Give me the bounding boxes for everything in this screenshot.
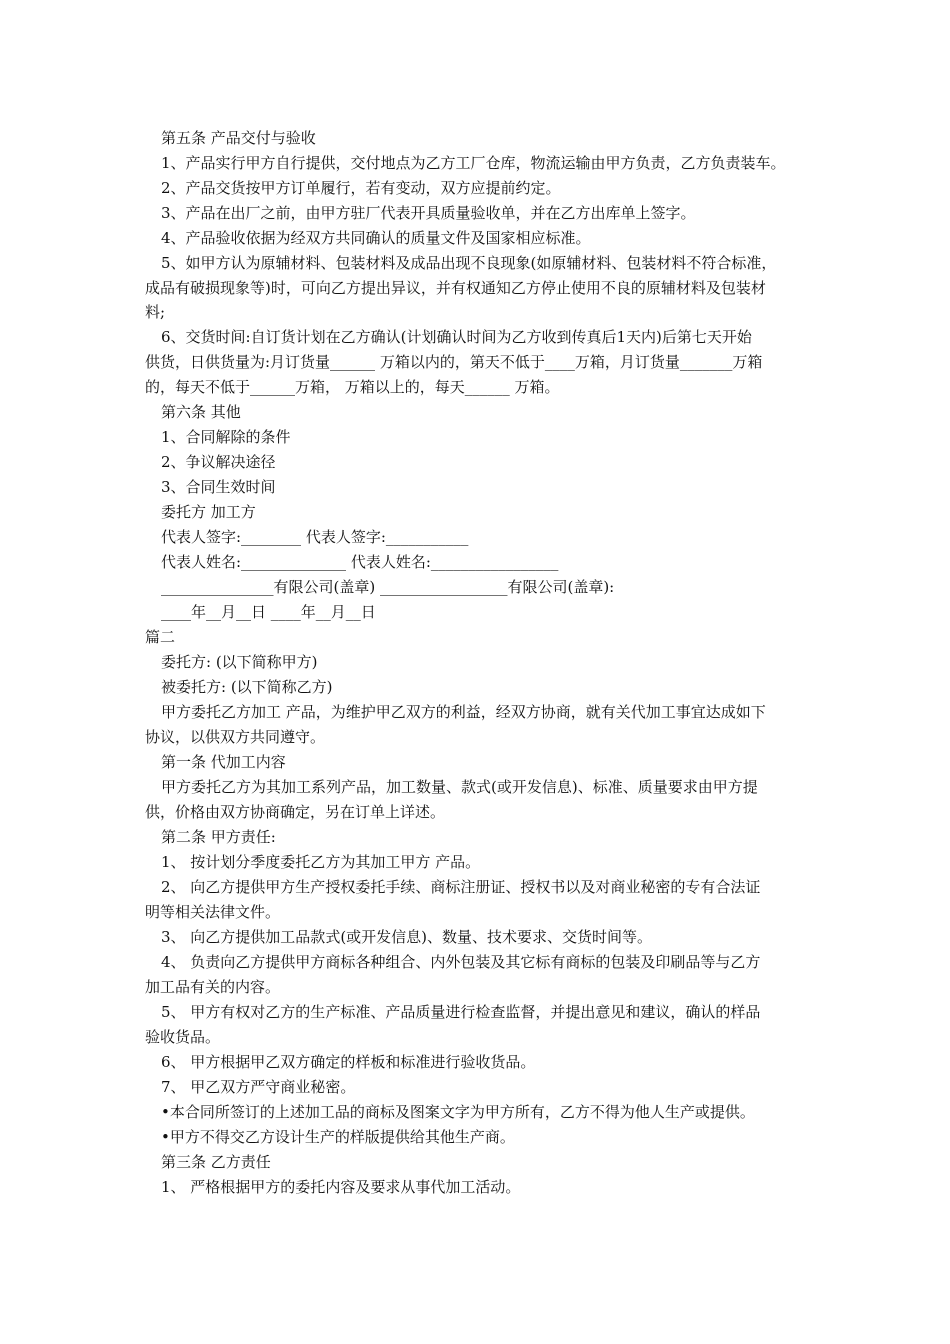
text-line: 甲方委托乙方加工 产品，为维护甲乙双方的利益，经双方协商，就有关代加工事宜达成如下 [161, 703, 766, 721]
text-line: 7、 甲乙双方严守商业秘密。 [161, 1078, 356, 1096]
text-line: 1、 按计划分季度委托乙方为其加工甲方 产品。 [161, 853, 481, 871]
signature-line: 代表人签字:________ 代表人签字:___________ [161, 528, 469, 546]
text-line: 2、争议解决途径 [161, 453, 276, 471]
text-line: 6、交货时间:自订货计划在乙方确认(计划确认时间为乙方收到传真后1天内)后第七天开始 [161, 328, 752, 346]
date-line: ____年__月__日 ____年__月__日 [161, 603, 376, 621]
text-line: 供货，日供货量为:月订货量______ 万箱以内的，第天不低于____万箱，月订货量_______万箱 [145, 353, 763, 371]
text-line: 1、产品实行甲方自行提供，交付地点为乙方工厂仓库，物流运输由甲方负责，乙方负责装车。 [161, 154, 786, 172]
text-line: 成品有破损现象等)时，可向乙方提出异议，并有权通知乙方停止使用不良的原辅材料及包装材 [145, 279, 766, 297]
text-line: 3、合同生效时间 [161, 478, 276, 496]
text-line: 料; [145, 303, 166, 321]
text-line: 5、如甲方认为原辅材料、包装材料及成品出现不良现象(如原辅材料、包装材料不符合标准， [161, 254, 777, 272]
bullet-line: •甲方不得交乙方设计生产的样版提供给其他生产商。 [161, 1128, 515, 1146]
text-line: 协议，以供双方共同遵守。 [145, 728, 326, 746]
text-line: 被委托方: (以下简称乙方) [161, 678, 333, 696]
text-line: 5、 甲方有权对乙方的生产标准、产品质量进行检查监督，并提出意见和建议，确认的样品 [161, 1003, 761, 1021]
signature-line: 代表人姓名:______________ 代表人姓名:_________________ [161, 553, 559, 571]
text-line: 6、 甲方根据甲乙双方确定的样板和标准进行验收货品。 [161, 1053, 536, 1071]
text-line: 4、 负责向乙方提供甲方商标各种组合、内外包装及其它标有商标的包装及印刷品等与乙方 [161, 953, 761, 971]
text-line: 验收货品。 [145, 1028, 221, 1046]
clause-heading-1: 第一条 代加工内容 [161, 753, 286, 771]
clause-heading-6: 第六条 其他 [161, 403, 241, 421]
text-line: 3、产品在出厂之前，由甲方驻厂代表开具质量验收单，并在乙方出库单上签字。 [161, 204, 696, 222]
text-line: 1、合同解除的条件 [161, 428, 291, 446]
text-line: 2、 向乙方提供甲方生产授权委托手续、商标注册证、授权书以及对商业秘密的专有合法证 [161, 878, 761, 896]
text-line: 委托方: (以下简称甲方) [161, 653, 318, 671]
clause-heading-3: 第三条 乙方责任 [161, 1153, 271, 1171]
text-line: 1、 严格根据甲方的委托内容及要求从事代加工活动。 [161, 1178, 521, 1196]
text-line: 的，每天不低于______万箱， 万箱以上的，每天______ 万箱。 [145, 378, 560, 396]
signature-parties: 委托方 加工方 [161, 503, 256, 521]
text-line: 明等相关法律文件。 [145, 903, 281, 921]
text-line: 3、 向乙方提供加工品款式(或开发信息)、数量、技术要求、交货时间等。 [161, 928, 653, 946]
text-line: 加工品有关的内容。 [145, 978, 281, 996]
text-line: 4、产品验收依据为经双方共同确认的质量文件及国家相应标准。 [161, 229, 591, 247]
clause-heading-2: 第二条 甲方责任: [161, 828, 276, 846]
text-line: 2、产品交货按甲方订单履行，若有变动，双方应提前约定。 [161, 179, 561, 197]
section-title: 篇二 [145, 628, 176, 646]
company-seal-line: _______________有限公司(盖章) _________________有限公司(盖章): [161, 578, 615, 596]
text-line: 甲方委托乙方为其加工系列产品，加工数量、款式(或开发信息)、标准、质量要求由甲方提 [161, 778, 758, 796]
text-line: 供，价格由双方协商确定，另在订单上详述。 [145, 803, 446, 821]
clause-heading-5: 第五条 产品交付与验收 [161, 129, 316, 147]
bullet-line: •本合同所签订的上述加工品的商标及图案文字为甲方所有，乙方不得为他人生产或提供。 [161, 1103, 755, 1121]
